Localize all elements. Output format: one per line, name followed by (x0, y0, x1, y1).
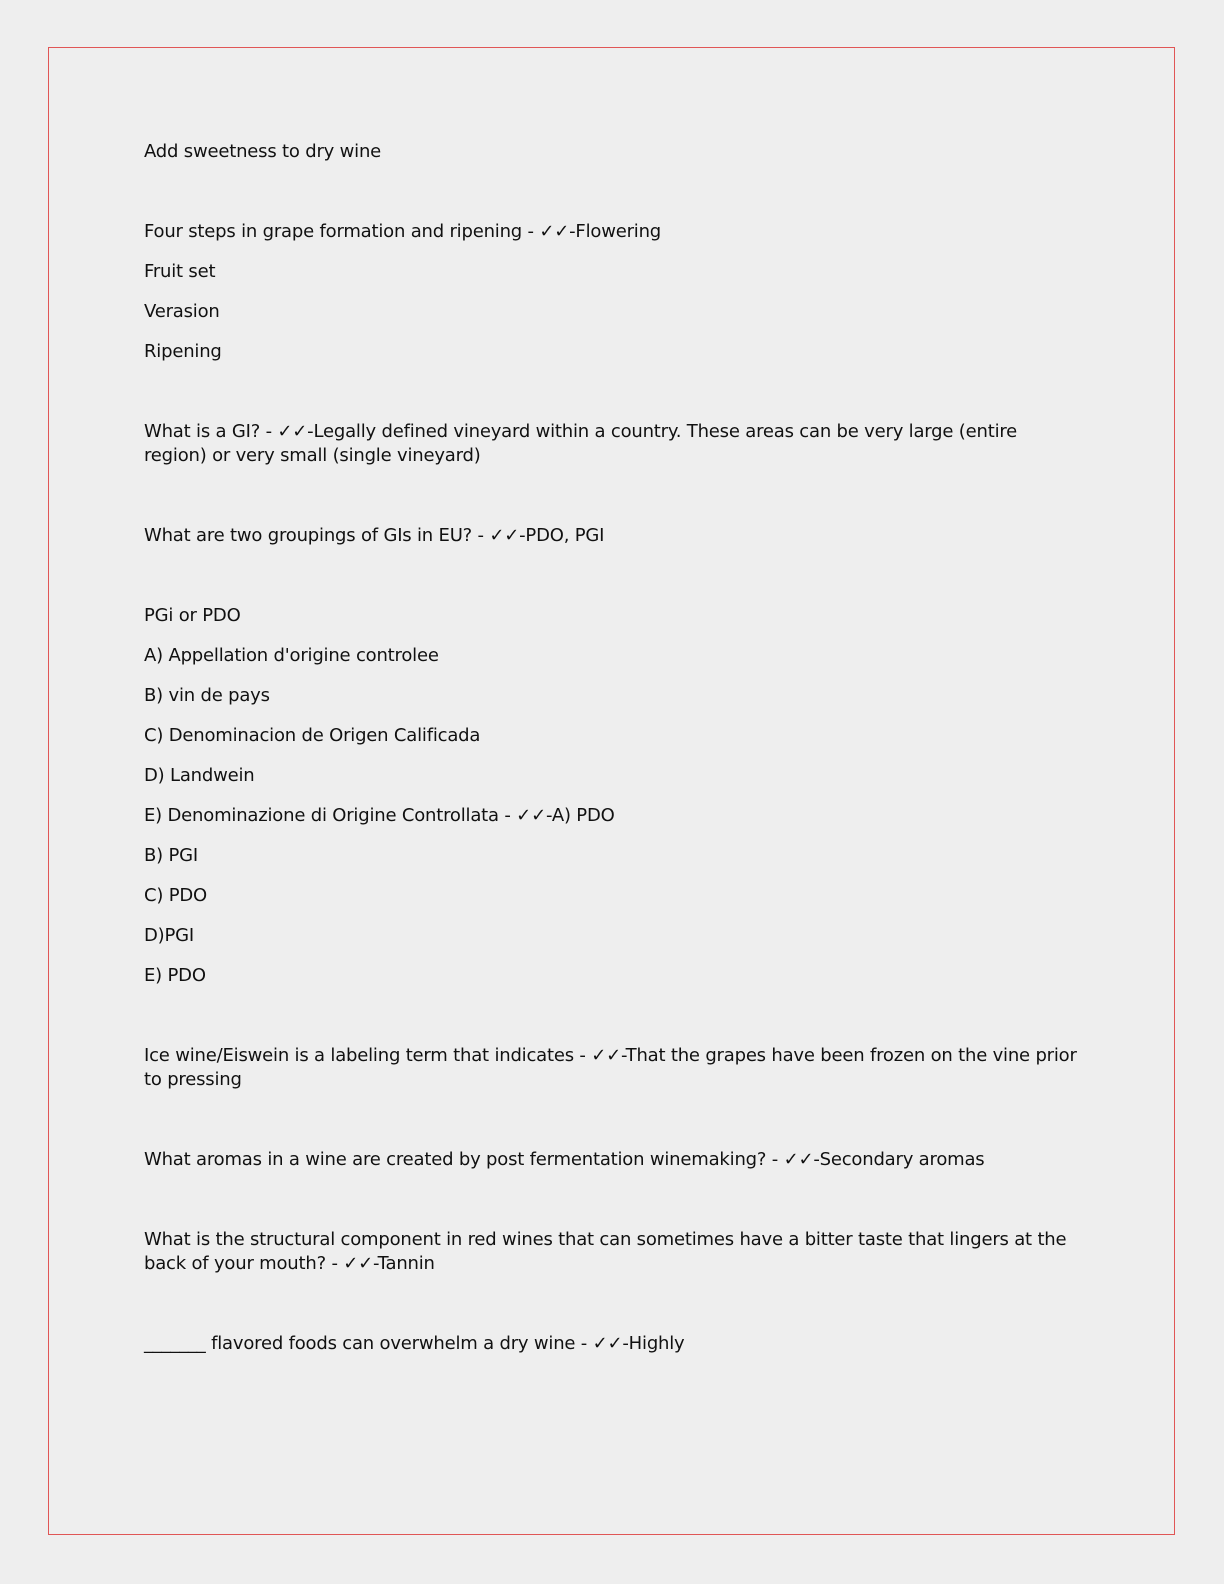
text-line: PGi or PDO (144, 605, 241, 626)
flashcard-block (144, 524, 1084, 548)
flashcard-block (144, 1228, 1084, 1276)
text-line: What aromas in a wine are created by post fermentation winemaking? - ✓✓-Secondary aromas (144, 1149, 985, 1170)
text-line: E) PDO (144, 965, 206, 986)
text-line: E) Denominazione di Origine Controllata - ✓✓-A) PDO (144, 805, 615, 826)
flashcard-block (144, 220, 1084, 364)
text-line: Fruit set (144, 261, 216, 282)
text-line: D) Landwein (144, 765, 255, 786)
flashcard-block (144, 1148, 1084, 1172)
document-body (144, 140, 1084, 1356)
text-line: Ice wine/Eiswein is a labeling term that indicates - ✓✓-That the grapes have been frozen on the vine prior to pressing (144, 1045, 1083, 1090)
flashcard-block (144, 140, 1084, 164)
text-line: Add sweetness to dry wine (144, 141, 382, 162)
flashcard-block (144, 604, 1084, 988)
text-line: What is the structural component in red wines that can sometimes have a bitter taste that lingers at the back of your mouth? - ✓✓-Tannin (144, 1229, 1072, 1274)
text-line: What are two groupings of GIs in EU? - ✓✓-PDO, PGI (144, 525, 605, 546)
text-line: D)PGI (144, 925, 194, 946)
text-line: B) vin de pays (144, 685, 270, 706)
text-line: B) PGI (144, 845, 199, 866)
text-line: C) Denominacion de Origen Calificada (144, 725, 481, 746)
text-line: Verasion (144, 301, 220, 322)
text-line: What is a GI? - ✓✓-Legally defined vineyard within a country. These areas can be very large (entire region) or very small (single vineyard) (144, 421, 1023, 466)
flashcard-block (144, 1044, 1084, 1092)
flashcard-block (144, 420, 1084, 468)
text-line: Ripening (144, 341, 222, 362)
flashcard-block (144, 1332, 1084, 1356)
text-line: A) Appellation d'origine controlee (144, 645, 439, 666)
text-line: _______ flavored foods can overwhelm a dry wine - ✓✓-Highly (144, 1333, 685, 1354)
text-line: C) PDO (144, 885, 207, 906)
text-line: Four steps in grape formation and ripening - ✓✓-Flowering (144, 221, 662, 242)
